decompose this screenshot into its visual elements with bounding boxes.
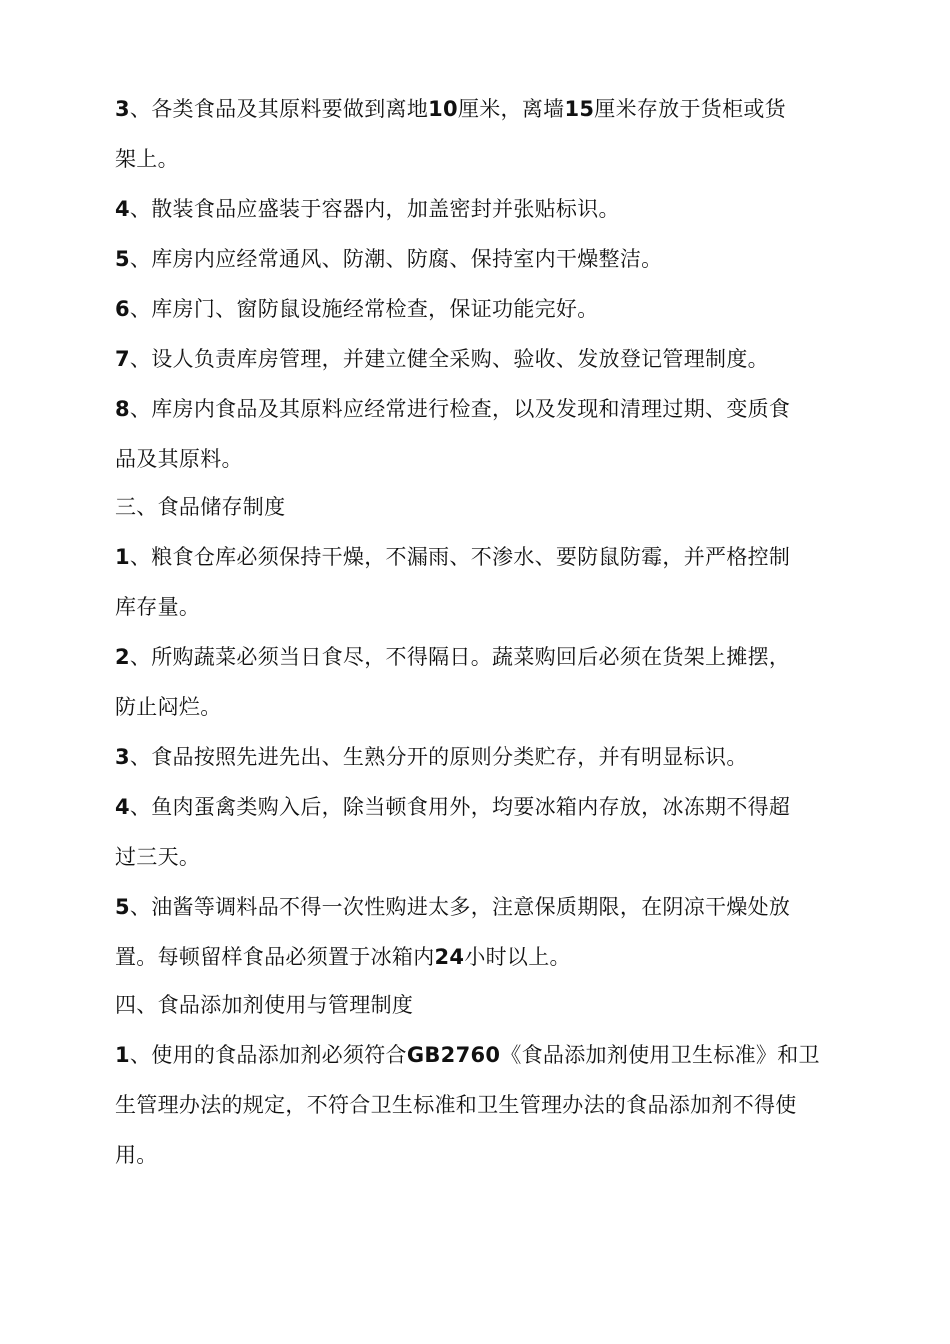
item-text: 、使用的食品添加剂必须符合 (129, 1043, 407, 1067)
item-number: 1 (115, 1043, 130, 1067)
paragraph-line (115, 742, 835, 772)
paragraph-line (115, 942, 835, 972)
item-text: 防止闷烂。 (115, 695, 222, 719)
standard-code: GB2760 (406, 1043, 501, 1067)
item-text: 库存量。 (115, 595, 201, 619)
item-text: 生管理办法的规定，不符合卫生标准和卫生管理办法的食品添加剂不得使 (115, 1093, 797, 1117)
item-text: 、散装食品应盛装于容器内，加盖密封并张贴标识。 (129, 197, 620, 221)
item-number: 8 (115, 397, 130, 421)
paragraph-line (115, 394, 835, 424)
item-text: 置。每顿留样食品必须置于冰箱内 (115, 945, 435, 969)
item-text: 、鱼肉蛋禽类购入后，除当顿食用外，均要冰箱内存放，冰冻期不得超 (129, 795, 791, 819)
item-number: 5 (115, 895, 130, 919)
item-text: 小时以上。 (464, 945, 571, 969)
item-text: 、各类食品及其原料要做到离地 (129, 97, 429, 121)
number-value: 24 (434, 945, 465, 969)
paragraph-line (115, 1090, 835, 1120)
paragraph-line (115, 144, 835, 174)
item-number: 2 (115, 645, 130, 669)
paragraph-line (115, 642, 835, 672)
item-number: 3 (115, 97, 130, 121)
item-number: 7 (115, 347, 130, 371)
item-number: 3 (115, 745, 130, 769)
paragraph-line (115, 692, 835, 722)
item-text: 架上。 (115, 147, 179, 171)
heading-text: 三、食品储存制度 (115, 495, 286, 519)
paragraph-line (115, 244, 835, 274)
heading-text: 四、食品添加剂使用与管理制度 (115, 993, 414, 1017)
paragraph-line (115, 294, 835, 324)
number-value: 15 (564, 97, 595, 121)
item-text: 、油酱等调料品不得一次性购进太多，注意保质期限，在阴凉干燥处放 (129, 895, 791, 919)
section-heading (115, 990, 835, 1020)
paragraph-line (115, 592, 835, 622)
paragraph-line (115, 792, 835, 822)
paragraph-line (115, 892, 835, 922)
item-text: 、设人负责库房管理，并建立健全采购、验收、发放登记管理制度。 (129, 347, 769, 371)
item-text: 《食品添加剂使用卫生标准》和卫 (500, 1043, 820, 1067)
item-number: 6 (115, 297, 130, 321)
paragraph-line (115, 542, 835, 572)
item-text: 、食品按照先进先出、生熟分开的原则分类贮存，并有明显标识。 (129, 745, 748, 769)
paragraph-line (115, 444, 835, 474)
number-value: 10 (428, 97, 458, 121)
paragraph-line (115, 194, 835, 224)
item-text: 、所购蔬菜必须当日食尽，不得隔日。蔬菜购回后必须在货架上摊摆， (129, 645, 791, 669)
item-text: 、粮食仓库必须保持干燥，不漏雨、不渗水、要防鼠防霉，并严格控制 (129, 545, 791, 569)
item-number: 5 (115, 247, 130, 271)
paragraph-line (115, 842, 835, 872)
item-text: 厘米，离墙 (457, 97, 565, 121)
paragraph-line (115, 94, 835, 124)
item-text: 厘米存放于货柜或货 (594, 97, 786, 121)
item-text: 、库房门、窗防鼠设施经常检查，保证功能完好。 (129, 297, 599, 321)
item-number: 1 (115, 545, 130, 569)
item-number: 4 (115, 795, 130, 819)
item-text: 品及其原料。 (115, 447, 243, 471)
item-text: 、库房内应经常通风、防潮、防腐、保持室内干燥整洁。 (129, 247, 663, 271)
paragraph-line (115, 1040, 835, 1070)
item-number: 4 (115, 197, 130, 221)
paragraph-line (115, 1140, 835, 1170)
section-heading (115, 492, 835, 522)
paragraph-line (115, 344, 835, 374)
item-text: 、库房内食品及其原料应经常进行检查，以及发现和清理过期、变质食 (129, 397, 791, 421)
item-text: 过三天。 (115, 845, 201, 869)
item-text: 用。 (115, 1143, 158, 1167)
